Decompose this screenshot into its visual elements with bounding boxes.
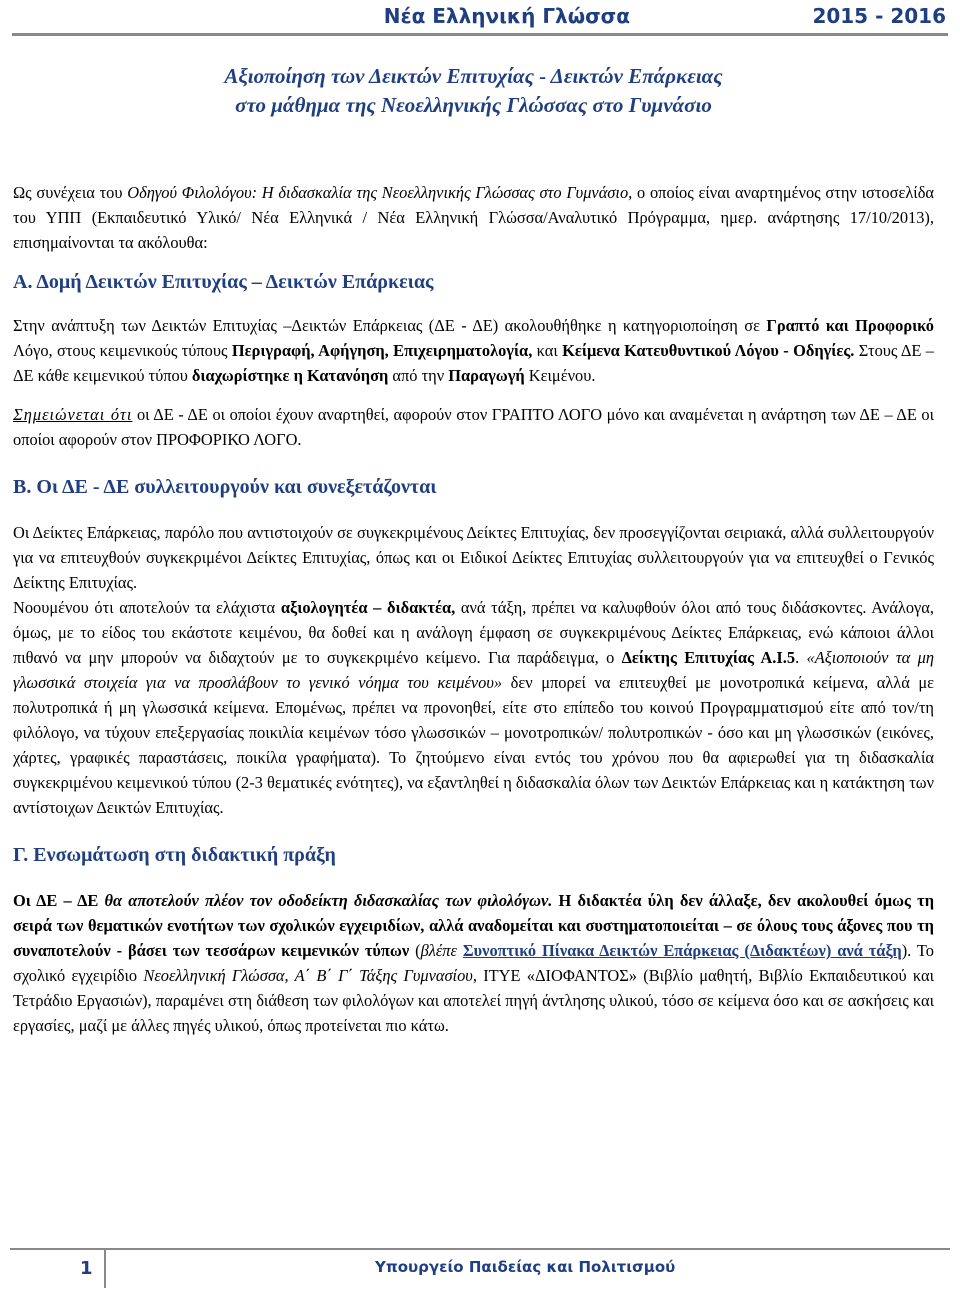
footer-organization: Υπουργείο Παιδείας και Πολιτισμού [375,1258,676,1276]
section-b-paragraph-1: Οι Δείκτες Επάρκειας, παρόλο που αντιστοιχούν σε συγκεκριμένους Δείκτες Επιτυχίας, δεν προσεγγίζονται σειριακά, αλλά συλλειτουργούν για να επιτευχθούν συγκεκριμένοι Δείκτες Επιτυχίας, όπως και οι Ειδικοί Δείκτες Επιτυχίας συλλειτουργούν για να επιτευχθεί ο Γενικός Δείκτης Επιτυχίας. [13,523,934,592]
bold-run: Η διδακτέα ύλη δεν άλλαξε, δεν ακολουθεί όμως τη σειρά των θεματικών ενοτήτων των σχολικών εγχειριδίων, αλλά αναδομείται και συστηματοποιείται – σε όλους τους άξονες που τη συναποτελούν - βάσει των τεσσάρων κειμενικών τύπων [13,891,934,960]
text-run: , ΙΤΥΕ «ΔΙΟΦΑΝΤΟΣ» (Βιβλίο μαθητή, Βιβλίο Εκπαιδευτικού και Τετράδιο Εργασιών), παραμένει στη διάθεση των φιλολόγων και αποτελεί πηγή άντλησης υλικού, τόσο σε κείμενα όσο και σε ασκήσεις και εργασίες, μαζί με άλλες πηγές υλικού, όπως προτείνεται πιο κάτω. [13,966,934,1035]
footer-separator [104,1248,106,1288]
section-a-paragraph-2 [13,402,934,452]
bold-run: Παραγωγή [448,366,525,385]
text-run: ( [409,941,421,960]
header-year: 2015 - 2016 [812,4,946,28]
text-run: Κειμένου. [524,366,596,385]
bold-run: Γραπτό και Προφορικό [766,316,934,335]
intro-guide-title: Οδηγού Φιλολόγου: Η διδασκαλία της Νεοελληνικής Γλώσσας στο Γυμνάσιο [127,183,629,202]
intro-paragraph [13,180,934,255]
text-run: Λόγο, στους κειμενικούς τύπους [13,341,232,360]
text-run: Στην ανάπτυξη των Δεικτών Επιτυχίας –Δεικτών Επάρκειας (ΔΕ - ΔΕ) ακολουθήθηκε η κατηγοριοποίηση σε [13,316,767,335]
intro-text-1: Ως συνέχεια του [13,183,128,202]
text-run: ανά τάξη, πρέπει να καλυφθούν όλοι από τους διδάσκοντες. Ανάλογα, όμως, με το είδος του εκάστοτε κειμένου, θα δοθεί και η ανάλογη έμφαση σε συγκεκριμένους Δείκτες Επάρκειας, ενώ κάποιοι άλλοι πιθανό να μην μπορούν να διδαχτούν με το συγκεκριμένο κείμενο. Για παράδειγμα, ο [13,598,934,667]
text-run: ). Το σχολικό εγχειρίδιο [13,941,934,985]
page-header [0,0,960,34]
header-subject: Νέα Ελληνική Γλώσσα [383,4,630,28]
section-b-heading: Β. Οι ΔΕ - ΔΕ συλλειτουργούν και συνεξετάζονται [13,476,437,498]
bold-run: Κείμενα Κατευθυντικού Λόγου - Οδηγίες. [562,341,855,360]
text-run: και [532,341,563,360]
bold-run: Οι ΔΕ – ΔΕ [13,891,105,910]
page-footer [0,1248,960,1290]
page-number: 1 [80,1258,93,1279]
bold-run: αξιολογητέα – διδακτέα, [280,598,456,617]
intro-text-2: , ο οποίος είναι αναρτημένος στην ιστοσελίδα του ΥΠΠ (Εκπαιδευτικό Υλικό/ Νέα Ελληνικά / Νέα Ελληνική Γλώσσα/Αναλυτικό Πρόγραμμα, ημερ. ανάρτησης 17/10/2013), επισημαίνονται τα ακόλουθα: [13,183,934,252]
text-run: Νοουμένου ότι αποτελούν τα ελάχιστα [13,598,281,617]
text-run: από την [388,366,449,385]
bold-run: Δείκτης Επιτυχίας Α.Ι.5 [621,648,796,667]
text-run: Στους ΔΕ –ΔΕ κάθε κειμενικού τύπου [13,341,934,385]
summary-table-link[interactable]: Συνοπτικό Πίνακα Δεικτών Επάρκειας (Διδακτέων) ανά τάξη [462,941,902,960]
section-b-paragraph-2 [13,595,934,820]
footer-divider [10,1248,950,1250]
title-line-2: στο μάθημα της Νεοελληνικής Γλώσσας στο Γυμνάσιο [235,93,712,117]
text-run: . [795,648,807,667]
document-title [13,62,934,120]
section-a-heading: Α. Δομή Δεικτών Επιτυχίας – Δεικτών Επάρκειας [13,271,434,293]
section-c-paragraph-1 [13,888,934,1038]
text-run: οι ΔΕ - ΔΕ οι οποίοι έχουν αναρτηθεί, αφορούν στον ΓΡΑΠΤΟ ΛΟΓΟ μόνο και αναμένεται η ανάρτηση των ΔΕ – ΔΕ οι οποίοι αφορούν στον ΠΡΟΦΟΡΙΚΟ ΛΟΓΟ. [13,405,934,449]
italic-run: «Αξιοποιούν τα μη γλωσσικά στοιχεία για να προσλάβουν το γενικό νόημα του κειμένου» [13,648,935,692]
bold-run: Περιγραφή, Αφήγηση, Επιχειρηματολογία, [231,341,533,360]
title-line-1: Αξιοποίηση των Δεικτών Επιτυχίας - Δεικτών Επάρκειας [224,64,723,88]
bold-italic-run: θα αποτελούν πλέον τον οδοδείκτη διδασκαλίας των φιλολόγων. [104,891,553,910]
italic-run: Νεοελληνική Γλώσσα, Α΄ Β΄ Γ΄ Τάξης Γυμνασίου [143,966,473,985]
header-divider [12,33,948,36]
section-c-heading: Γ. Ενσωμάτωση στη διδακτική πράξη [13,844,336,866]
note-label: Σημειώνεται ότι [13,405,133,424]
italic-run: βλέπε [420,941,457,960]
section-a-paragraph-1 [13,313,934,388]
bold-run: διαχωρίστηκε η Κατανόηση [191,366,389,385]
text-run: δεν μπορεί να επιτευχθεί με μονοτροπικά κείμενα, αλλά με πολυτροπικά ή μη γλωσσικά κείμενα. Επομένως, πρέπει να προνοηθεί, είτε στο επίπεδο του κοινού Προγραμματισμού είτε από τον/τη φιλόλογο, να τύχουν επεξεργασίας ποικιλία κειμένων τόσο γλωσσικών – μονοτροπικών/ πολυτροπικών - όσο και μη γλωσσικών (εικόνες, χάρτες, γραφικές παραστάσεις, ποικίλα γραφήματα). Το ζητούμενο είναι εντός του χρόνου που θα αφιερωθεί για τη διδασκαλία συγκεκριμένου κειμενικού τύπου (2-3 θεματικές ενότητες), να εξαντληθεί η διδασκαλία όλων των Δεικτών Επάρκειας και η κατάκτηση των αντίστοιχων Δεικτών Επιτυχίας. [13,673,934,817]
document-body [13,62,934,1038]
